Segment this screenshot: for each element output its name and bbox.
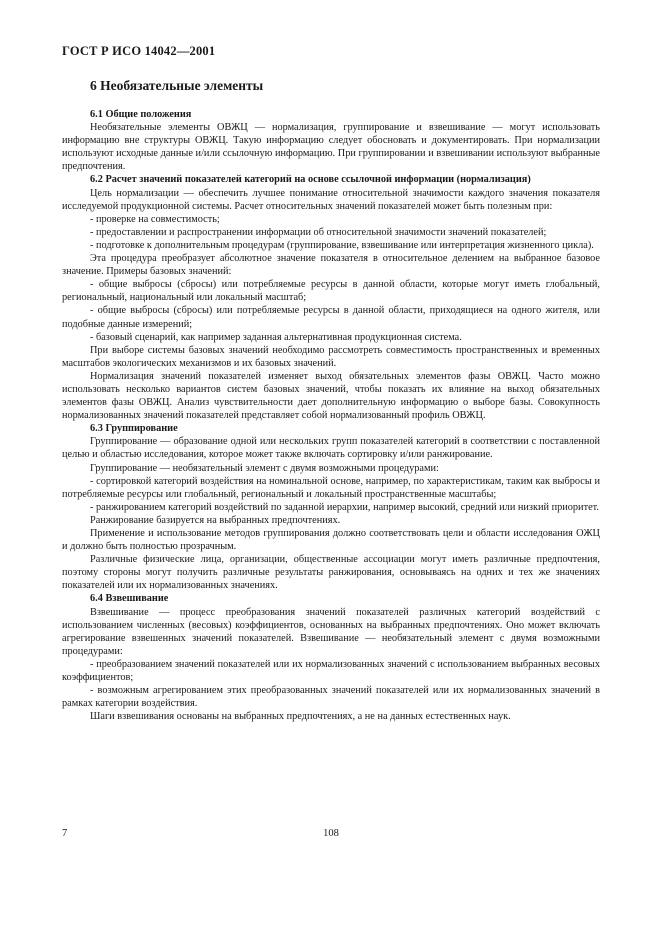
document-header: ГОСТ Р ИСО 14042—2001 [62,44,216,58]
paragraph: - сортировкой категорий воздействия на номинальной основе, например, по характеристикам, таким как выбросы и потребляемые ресурсы или глобальный, региональный и локальный пространственные масштабы; [62,475,600,500]
paragraph: При выборе системы базовых значений необходимо рассмотреть совместимость пространственных и временных масштабов экологических механизмов и их базовых значений. [62,344,600,369]
paragraph: - подготовке к дополнительным процедурам (группирование, взвешивание или интерпретация жизненного цикла). [90,239,594,251]
paragraph: Нормализация значений показателей изменяет выход обязательных элементов фазы ОВЖЦ. Часто можно использовать несколько вариантов систем базовых значений, чтобы показать их влияние на выход обязательных элементов фазы ОВЖЦ. Анализ чувствительности дает дополнительную информацию о выборе базы. Совокупность нормализованных значений показателей представляет собой нормализованный профиль ОВЖЦ. [62,370,600,422]
subsection-heading: 6.1 Общие положения [90,109,192,120]
page-number: 108 [323,828,339,839]
paragraph: - общие выбросы (сбросы) или потребляемые ресурсы в данной области, которые могут иметь глобальный, региональный, национальный или локальный масштаб; [62,279,600,304]
paragraph: Группирование — образование одной или нескольких групп показателей категорий в соответствии с поставленной целью и областью исследования, которое может также включать сортировку и/или ранжирование. [62,436,600,461]
subsection-heading: 6.2 Расчет значений показателей категорий на основе ссылочной информации (нормализация) [90,174,531,186]
paragraph: - проверке на совместимость; [90,213,220,225]
paragraph: - базовый сценарий, как например заданная альтернативная продукционная система. [90,331,462,343]
subsection-heading: 6.4 Взвешивание [90,593,169,605]
paragraph: Эта процедура преобразует абсолютное значение показателя в относительное делением на выбранное базовое значение. Примеры базовых значений: [62,253,600,278]
paragraph: - преобразованием значений показателей или их нормализованных значений с использованием выбранных весовых коэффициентов; [62,658,600,684]
footer-left-number: 7 [62,828,68,839]
section-title: 6 Необязательные элементы [90,78,264,93]
paragraph: - возможным агрегированием этих преобразованных значений показателей или их нормализованных значений в рамках категории воздействия. [62,685,600,710]
paragraph: - общие выбросы (сбросы) или потребляемые ресурсы в данной области, приходящиеся на одного жителя, или подобные данные измерений; [62,305,600,330]
paragraph: Необязательные элементы ОВЖЦ — нормализация, группирование и взвешивание — могут использовать информацию вне структуры ОВЖЦ. Такую информацию следует обосновать и документировать. При нормализации используют исходные данные и/или ссылочную информацию. При группировании и взвешивании используют выбранные предпочтения. [62,122,600,173]
document-body [62,108,600,723]
paragraph: Применение и использование методов группирования должно соответствовать цели и области исследования ОЖЦ и должно быть полностью прозрачным. [62,528,600,553]
paragraph: Группирование — необязательный элемент с двумя возможными процедурами: [90,462,439,474]
paragraph: - предоставлении и распространении информации об относительной значимости значений показателей; [90,226,547,238]
paragraph: Цель нормализации — обеспечить лучшее понимание относительной значимости каждого значения показателя исследуемой продукционной системы. Расчет относительных значений показателей может быть полезным при: [62,187,600,212]
paragraph: Шаги взвешивания основаны на выбранных предпочтениях, а не на данных естественных наук. [90,711,511,723]
paragraph: - ранжированием категорий воздействий по заданной иерархии, например высокий, средний или низкий приоритет. [90,501,599,513]
paragraph: Взвешивание — процесс преобразования значений показателей различных категорий воздействий с использованием численных (весовых) коэффициентов, основанных на выбранных предпочтениях. Оно может включать агрегирование взвешенных значений показателей. Взвешивание — необязательный элемент с двумя возможными процедурами: [62,606,600,657]
paragraph: Различные физические лица, организации, общественные ассоциации могут иметь различные предпочтения, поэтому стороны могут получить различные результаты ранжирования, основываясь на одних и тех же значениях показателей или их нормализованных значениях. [62,554,600,592]
subsection-heading: 6.3 Группирование [90,423,178,435]
paragraph: Ранжирование базируется на выбранных предпочтениях. [90,514,341,526]
